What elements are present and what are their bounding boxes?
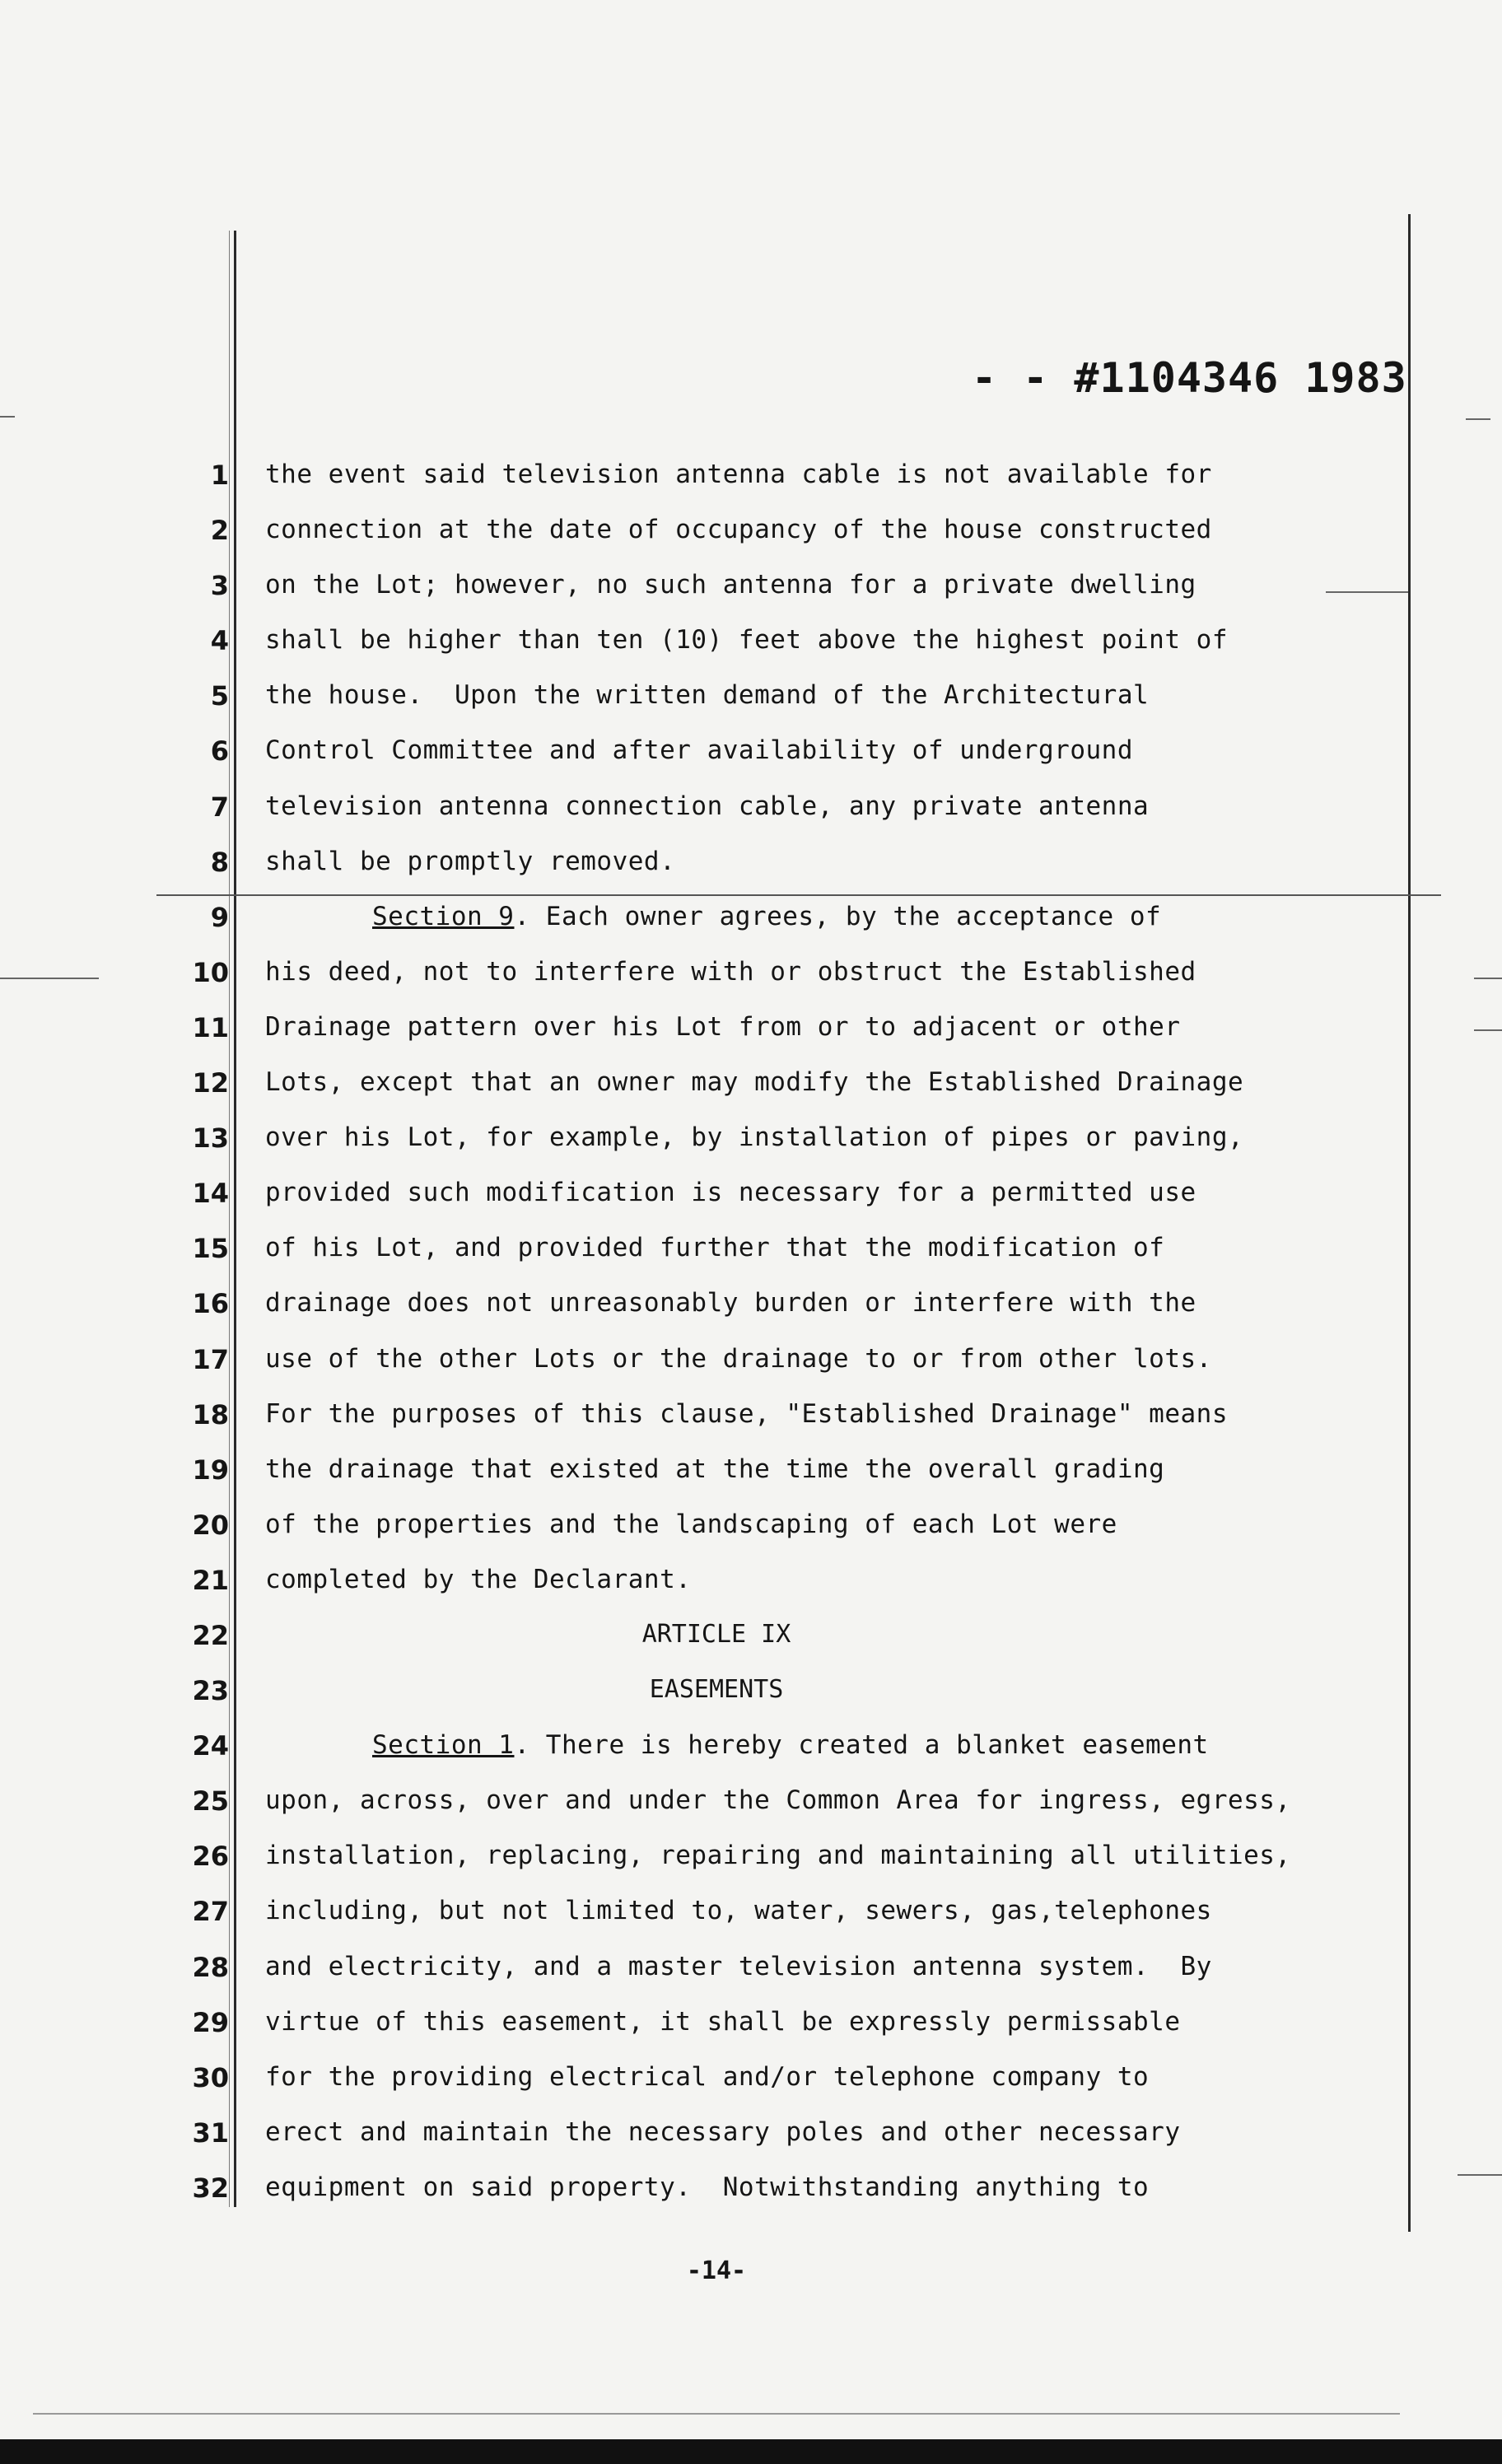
line-text: For the purposes of this clause, "Established Drainage" means: [265, 1398, 1228, 1429]
line-text: use of the other Lots or the drainage to or from other lots.: [265, 1343, 1212, 1374]
line-number: 21: [192, 1564, 229, 1596]
text-line: [0, 453, 1502, 508]
line-text: television antenna connection cable, any private antenna: [265, 791, 1150, 821]
line-text: Drainage pattern over his Lot from or to adjacent or other: [265, 1011, 1181, 1042]
line-number: 31: [192, 2116, 229, 2149]
line-text: and electricity, and a master television antenna system. By: [265, 1951, 1212, 1981]
line-number: 6: [210, 735, 229, 768]
line-text: virtue of this easement, it shall be expressly permissable: [265, 2006, 1181, 2037]
line-number: 24: [192, 1730, 229, 1762]
text-line: [0, 1889, 1502, 1944]
line-number: 18: [192, 1398, 229, 1430]
line-number: 4: [210, 625, 229, 657]
line-number: 22: [192, 1619, 229, 1651]
text-line: [0, 1337, 1502, 1393]
section-9-label: Section 9: [372, 901, 515, 931]
line-number: 19: [192, 1454, 229, 1486]
line-text: equipment on said property. Notwithstanding anything to: [265, 2172, 1150, 2202]
line-text: including, but not limited to, water, sewers, gas,telephones: [265, 1896, 1212, 1926]
line-text: Control Committee and after availability of underground: [265, 735, 1133, 766]
line-text: [265, 1730, 1209, 1760]
line-number: 3: [210, 570, 229, 602]
line-text: the house. Upon the written demand of the Architectural: [265, 680, 1150, 711]
text-line: [0, 1116, 1502, 1171]
line-text: upon, across, over and under the Common Area for ingress, egress,: [265, 1785, 1291, 1816]
line-number: 14: [192, 1178, 229, 1210]
line-number: 27: [192, 1896, 229, 1928]
line-number: 26: [192, 1841, 229, 1873]
line-number: 9: [210, 901, 229, 933]
line-text: of the properties and the landscaping of each Lot were: [265, 1509, 1117, 1539]
line-text: for the providing electrical and/or telephone company to: [265, 2061, 1150, 2092]
line-number: 11: [192, 1011, 229, 1043]
scan-mark: [0, 416, 15, 418]
line-text: erect and maintain the necessary poles and other necessary: [265, 2116, 1181, 2147]
section-9-text: . Each owner agrees, by the acceptance of: [514, 901, 1162, 931]
line-number: 5: [210, 680, 229, 712]
text-line: [0, 1613, 1502, 1668]
text-line: [0, 1779, 1502, 1834]
line-text: the drainage that existed at the time the overall grading: [265, 1454, 1165, 1484]
line-number: 16: [192, 1288, 229, 1320]
text-line: [0, 1171, 1502, 1226]
text-line: [0, 1006, 1502, 1061]
line-number: 15: [192, 1233, 229, 1265]
line-number: 13: [192, 1122, 229, 1155]
text-line: [0, 1393, 1502, 1448]
line-text: completed by the Declarant.: [265, 1564, 692, 1594]
recording-number: - - #1104346 1983: [972, 354, 1407, 402]
line-text: [265, 902, 1161, 931]
line-number: 25: [192, 1785, 229, 1818]
line-text: over his Lot, for example, by installation of pipes or paving,: [265, 1122, 1244, 1153]
section-1-label: Section 1: [372, 1730, 515, 1761]
text-line: [0, 1061, 1502, 1116]
line-number: 17: [192, 1343, 229, 1375]
line-text: the event said television antenna cable is not available for: [265, 460, 1212, 489]
text-line: [0, 2000, 1502, 2056]
line-number: 32: [192, 2172, 229, 2204]
text-line: [0, 2056, 1502, 2111]
line-number: 8: [210, 846, 229, 878]
text-line: [0, 1668, 1502, 1724]
section-1-text: . There is hereby created a blanket easement: [514, 1730, 1209, 1761]
text-line: [0, 1281, 1502, 1337]
line-text: on the Lot; however, no such antenna for a private dwelling: [265, 570, 1196, 600]
line-text: connection at the date of occupancy of the house constructed: [265, 515, 1212, 545]
text-line: [0, 729, 1502, 784]
line-text: provided such modification is necessary for a permitted use: [265, 1178, 1196, 1208]
line-number: 12: [192, 1067, 229, 1099]
line-number: 29: [192, 2006, 229, 2038]
line-text: his deed, not to interfere with or obstruct the Established: [265, 956, 1196, 987]
text-line: [0, 1558, 1502, 1613]
article-title: EASEMENTS: [649, 1675, 784, 1705]
text-line: [0, 785, 1502, 840]
text-line: [0, 508, 1502, 563]
line-text: shall be higher than ten (10) feet above the highest point of: [265, 625, 1228, 656]
line-number: 30: [192, 2061, 229, 2093]
line-text: of his Lot, and provided further that the modification of: [265, 1233, 1165, 1263]
scan-bottom-edge: [0, 2439, 1502, 2464]
text-line: [0, 2166, 1502, 2221]
text-line: [0, 618, 1502, 674]
text-line: [0, 840, 1502, 895]
numbered-text-body: [0, 453, 1502, 2221]
text-line: [0, 2111, 1502, 2166]
text-line: [0, 1226, 1502, 1281]
line-number: 2: [210, 515, 229, 547]
line-text: Lots, except that an owner may modify the Established Drainage: [265, 1067, 1244, 1098]
text-line: [0, 950, 1502, 1006]
line-number: 1: [210, 460, 229, 491]
line-number: 28: [192, 1951, 229, 1983]
text-line: [0, 895, 1502, 950]
text-line: [0, 1724, 1502, 1779]
page-number: -14-: [686, 2256, 747, 2285]
text-line: [0, 1834, 1502, 1889]
text-line: [0, 1945, 1502, 2000]
text-line: [0, 1448, 1502, 1503]
scan-mark: [33, 2413, 1400, 2415]
line-number: 23: [192, 1675, 229, 1707]
line-text: drainage does not unreasonably burden or interfere with the: [265, 1288, 1196, 1318]
line-text: shall be promptly removed.: [265, 846, 676, 876]
line-text: installation, replacing, repairing and maintaining all utilities,: [265, 1841, 1291, 1871]
text-line: [0, 1503, 1502, 1558]
text-line: [0, 674, 1502, 729]
line-number: 7: [210, 791, 229, 823]
line-number: 20: [192, 1509, 229, 1541]
scan-mark: [1466, 418, 1490, 420]
line-number: 10: [192, 956, 229, 988]
article-heading: ARTICLE IX: [641, 1619, 791, 1649]
text-line: [0, 563, 1502, 618]
